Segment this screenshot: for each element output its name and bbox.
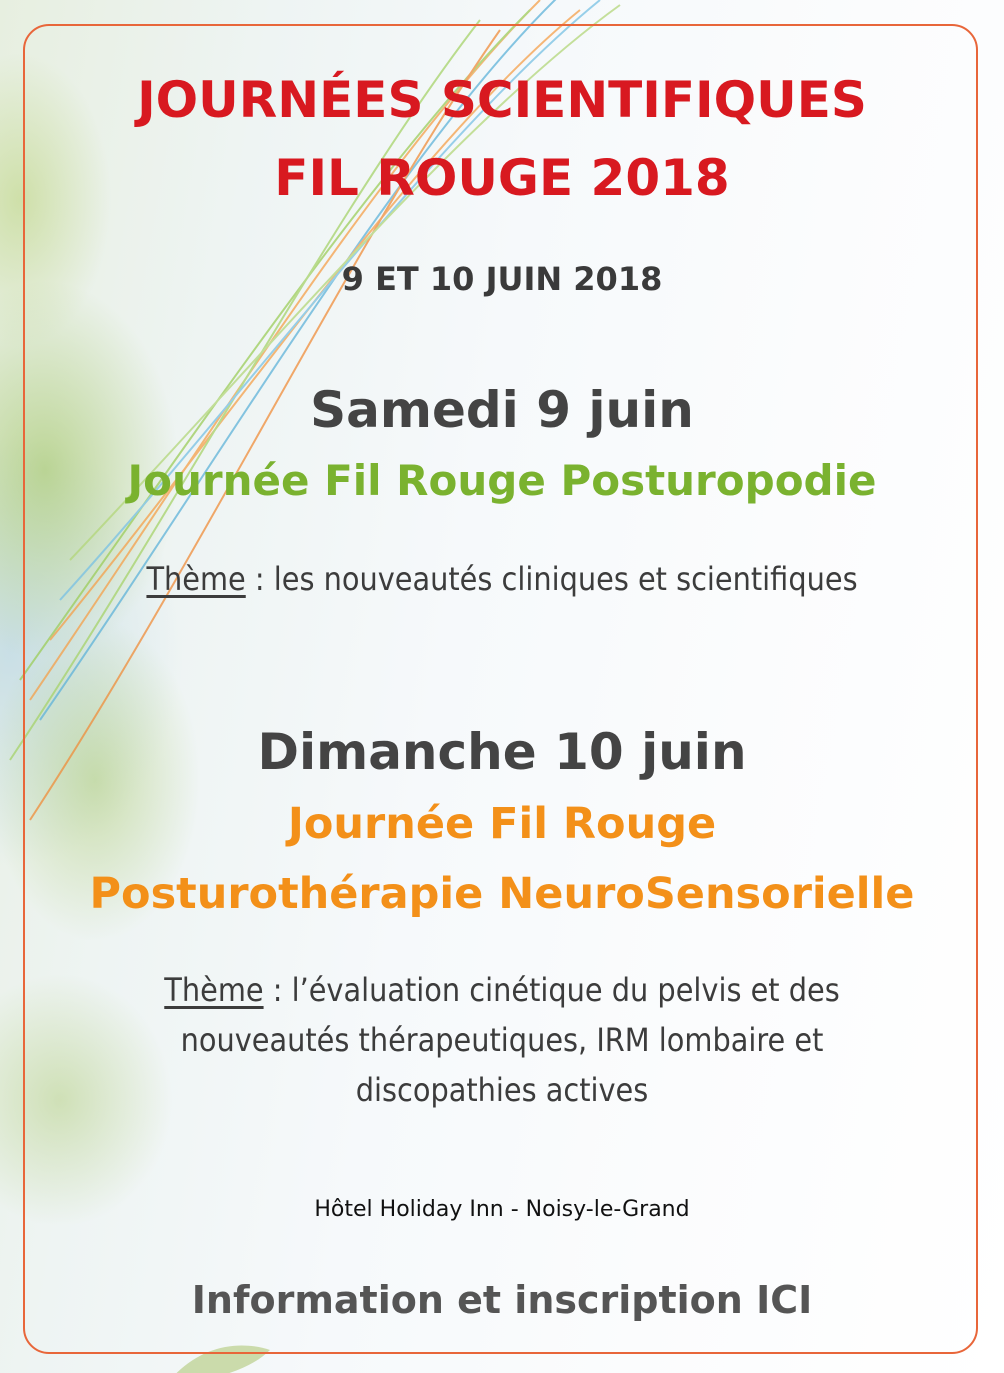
- day1-theme-text: : les nouveautés cliniques et scientifiques: [245, 560, 858, 598]
- day1-heading: Samedi 9 juin: [310, 381, 694, 439]
- day2-theme-text-1: : l’évaluation cinétique du pelvis et des: [263, 971, 840, 1009]
- day1-theme: [20, 555, 984, 603]
- event-dates: 9 ET 10 JUIN 2018: [341, 260, 663, 298]
- day1-theme-label: Thème: [146, 560, 246, 598]
- info-registration-container: [20, 1278, 984, 1322]
- info-registration-link[interactable]: Information et inscription ICI: [191, 1278, 813, 1322]
- day2-theme-line-3: discopathies actives: [355, 1071, 649, 1109]
- day2-theme-line-1: [20, 966, 984, 1014]
- day2-heading: Dimanche 10 juin: [257, 723, 747, 781]
- day2-theme-line-2: nouveautés thérapeutiques, IRM lombaire et: [180, 1021, 824, 1059]
- day2-theme-label: Thème: [164, 971, 264, 1009]
- poster-frame: [23, 24, 978, 1354]
- day1-subtitle: Journée Fil Rouge Posturopodie: [127, 456, 877, 505]
- day2-subtitle-line-2: Posturothérapie NeuroSensorielle: [89, 869, 915, 919]
- title-line-1: JOURNÉES SCIENTIFIQUES: [137, 71, 867, 129]
- day2-subtitle-line-1: Journée Fil Rouge: [287, 799, 717, 849]
- venue-text: Hôtel Holiday Inn - Noisy-le-Grand: [314, 1197, 690, 1222]
- title-line-2: FIL ROUGE 2018: [274, 149, 730, 207]
